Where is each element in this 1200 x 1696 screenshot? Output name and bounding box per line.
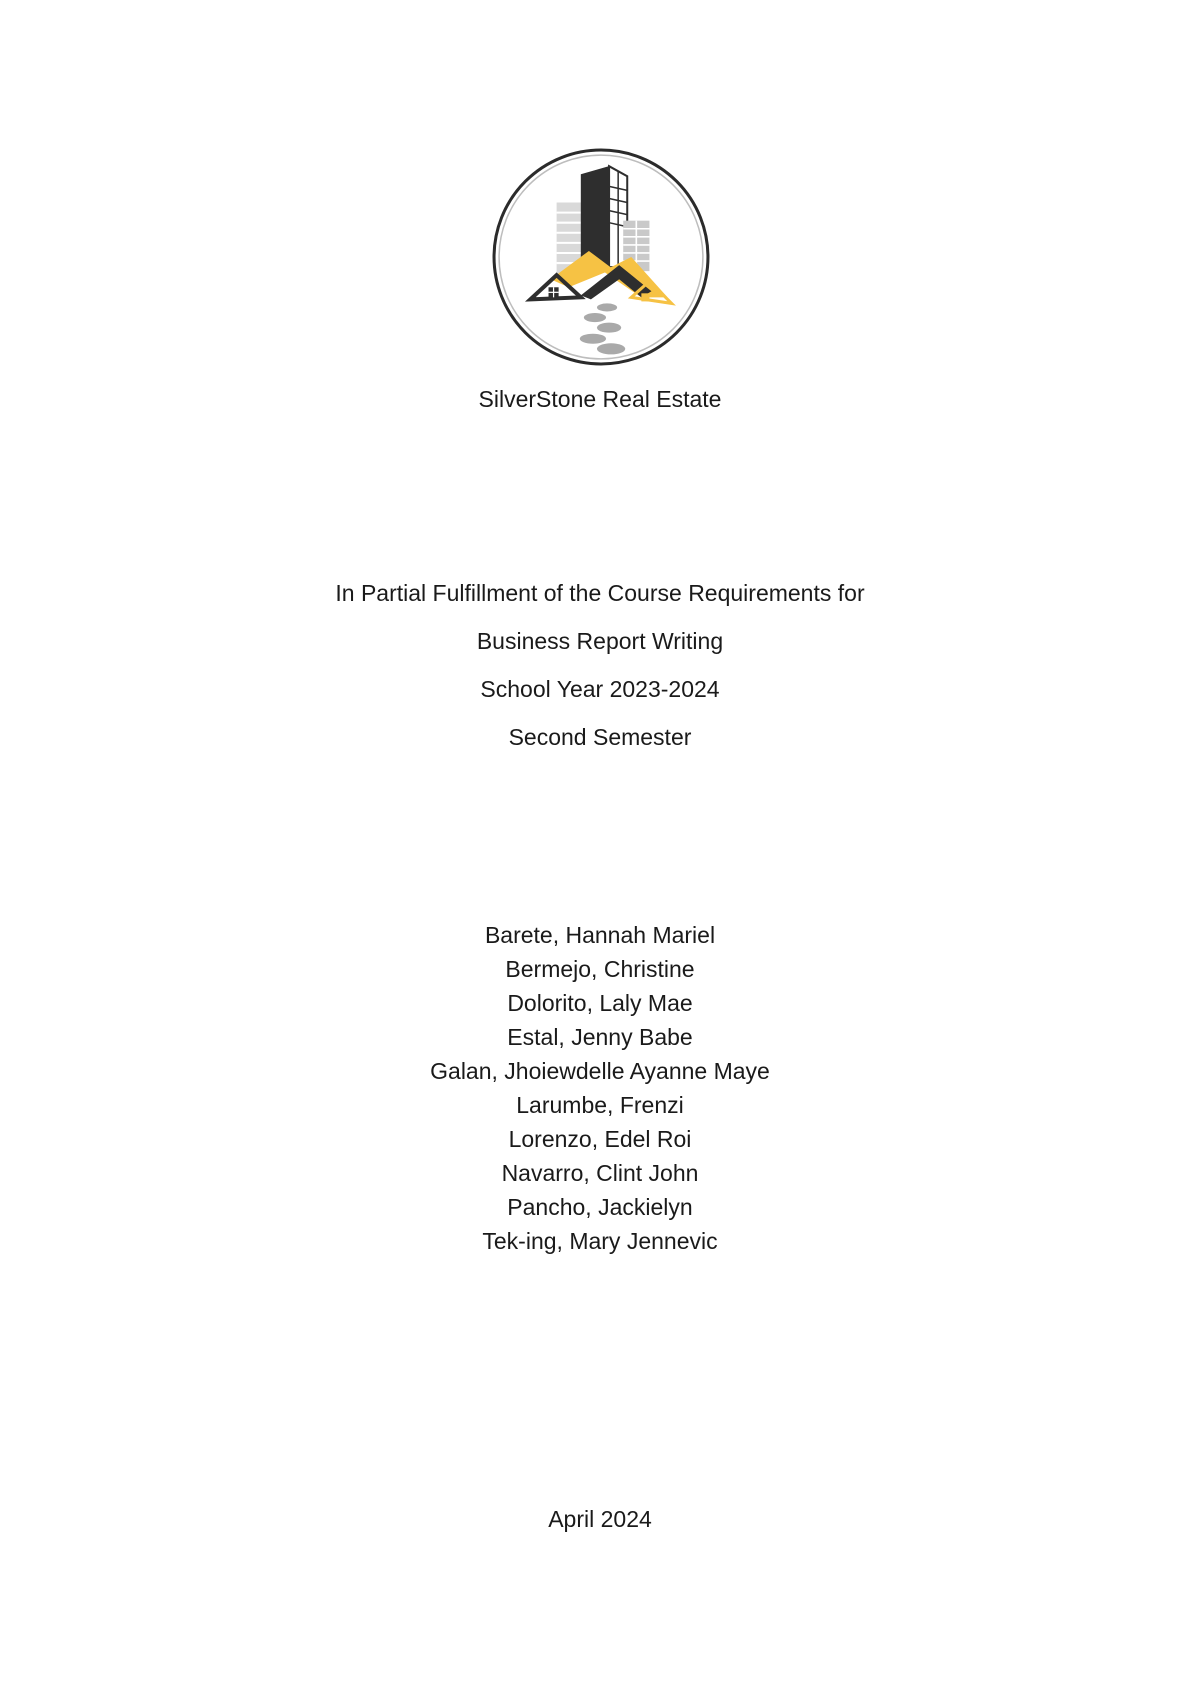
submission-date: April 2024 [548, 1506, 652, 1532]
member-name: Pancho, Jackielyn [507, 1194, 693, 1220]
fulfillment-block [0, 578, 1200, 770]
member-name: Galan, Jhoiewdelle Ayanne Maye [430, 1058, 770, 1084]
fulfillment-statement: In Partial Fulfillment of the Course Requirements for [335, 580, 865, 606]
member-name: Lorenzo, Edel Roi [508, 1126, 692, 1152]
company-name: SilverStone Real Estate [478, 386, 722, 412]
building-house-logo-icon [490, 146, 712, 368]
school-year: School Year 2023-2024 [480, 676, 720, 702]
members-list [0, 920, 1200, 1260]
member-name: Dolorito, Laly Mae [507, 990, 693, 1016]
member-name: Barete, Hannah Mariel [484, 922, 716, 948]
course-title: Business Report Writing [476, 628, 724, 654]
member-name: Estal, Jenny Babe [507, 1024, 693, 1050]
member-name: Larumbe, Frenzi [516, 1092, 684, 1118]
semester: Second Semester [508, 724, 692, 750]
member-name: Tek-ing, Mary Jennevic [482, 1228, 718, 1254]
member-name: Bermejo, Christine [505, 956, 695, 982]
member-name: Navarro, Clint John [501, 1160, 699, 1186]
